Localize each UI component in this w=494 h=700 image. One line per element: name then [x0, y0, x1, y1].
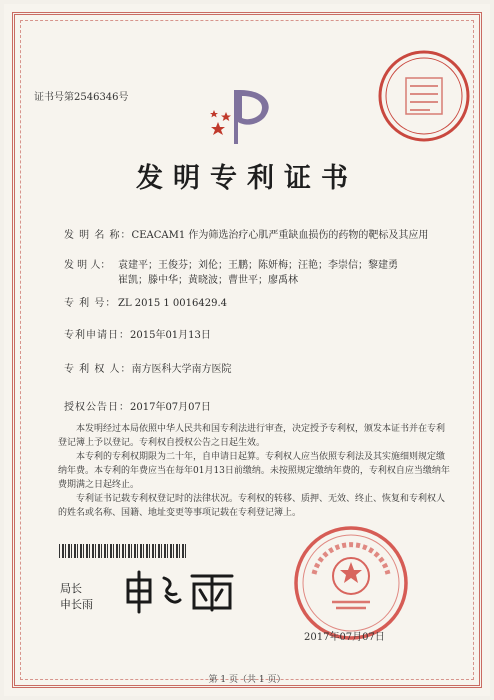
patent-number-value: ZL 2015 1 0016429.4 — [118, 298, 228, 309]
invention-name-value: CEACAM1 作为筛选治疗心肌严重缺血损伤的药物的靶标及其应用 — [131, 230, 429, 241]
page-number: 第 1 页（共 1 页） — [208, 675, 286, 685]
body-paragraph-3: 专利证书记载专利权登记时的法律状况。专利权的转移、质押、无效、终止、恢复和专利权人的姓名或名称、国籍、地址变更等事项记载在专利登记簿上。 — [58, 494, 446, 518]
inventor-line-1: 袁建平；王俊芬；刘伦；王鹏；陈妍梅；汪艳；李崇信；黎建勇 — [118, 260, 398, 271]
patentee-label: 专 利 权 人： — [64, 364, 132, 375]
chief-title: 局长 — [60, 582, 82, 595]
certificate-title: 发明专利证书 — [136, 163, 358, 194]
filing-date-row — [64, 328, 211, 343]
filing-date-value: 2015年01月13日 — [130, 330, 211, 341]
patent-office-logo-icon — [204, 82, 284, 152]
filing-date-label: 专利申请日： — [64, 330, 130, 341]
official-seal-icon — [292, 524, 410, 642]
seal-date: 2017年07月07日 — [304, 632, 385, 643]
inventor-line-2: 崔凯；滕中华；黄晓波；曹世平；廖禹林 — [118, 275, 298, 286]
grant-date-label: 授权公告日： — [64, 402, 130, 413]
patentee-value: 南方医科大学南方医院 — [131, 364, 232, 375]
chief-name: 申长雨 — [60, 598, 93, 611]
grant-date-value: 2017年07月07日 — [130, 402, 211, 413]
signature-icon — [122, 566, 242, 616]
inventor-label: 发 明 人： — [64, 260, 111, 271]
grant-date-row — [64, 400, 211, 415]
barcode — [59, 544, 187, 558]
certificate-page — [4, 4, 490, 696]
body-paragraph-1: 本发明经过本局依照中华人民共和国专利法进行审查，决定授予专利权，颁发本证书并在专利登记簿上予以登记。专利权自授权公告之日起生效。 — [58, 424, 446, 448]
certificate-number: 证书号第2546346号 — [34, 92, 129, 103]
patent-number-label: 专 利 号： — [64, 298, 117, 309]
patent-number-row — [64, 296, 227, 311]
body-paragraph-2: 本专利的专利权期限为二十年，自申请日起算。专利权人应当依照专利法及其实施细则规定缴纳年费。本专利的年费应当在每年01月13日前缴纳。未按照规定缴纳年费的，专利权自应当缴纳年费期满之日起终止。 — [58, 452, 450, 490]
examination-stamp-icon — [376, 48, 472, 144]
invention-name-label: 发 明 名 称： — [64, 230, 132, 241]
invention-name-row — [64, 228, 428, 243]
patentee-row — [64, 362, 232, 377]
